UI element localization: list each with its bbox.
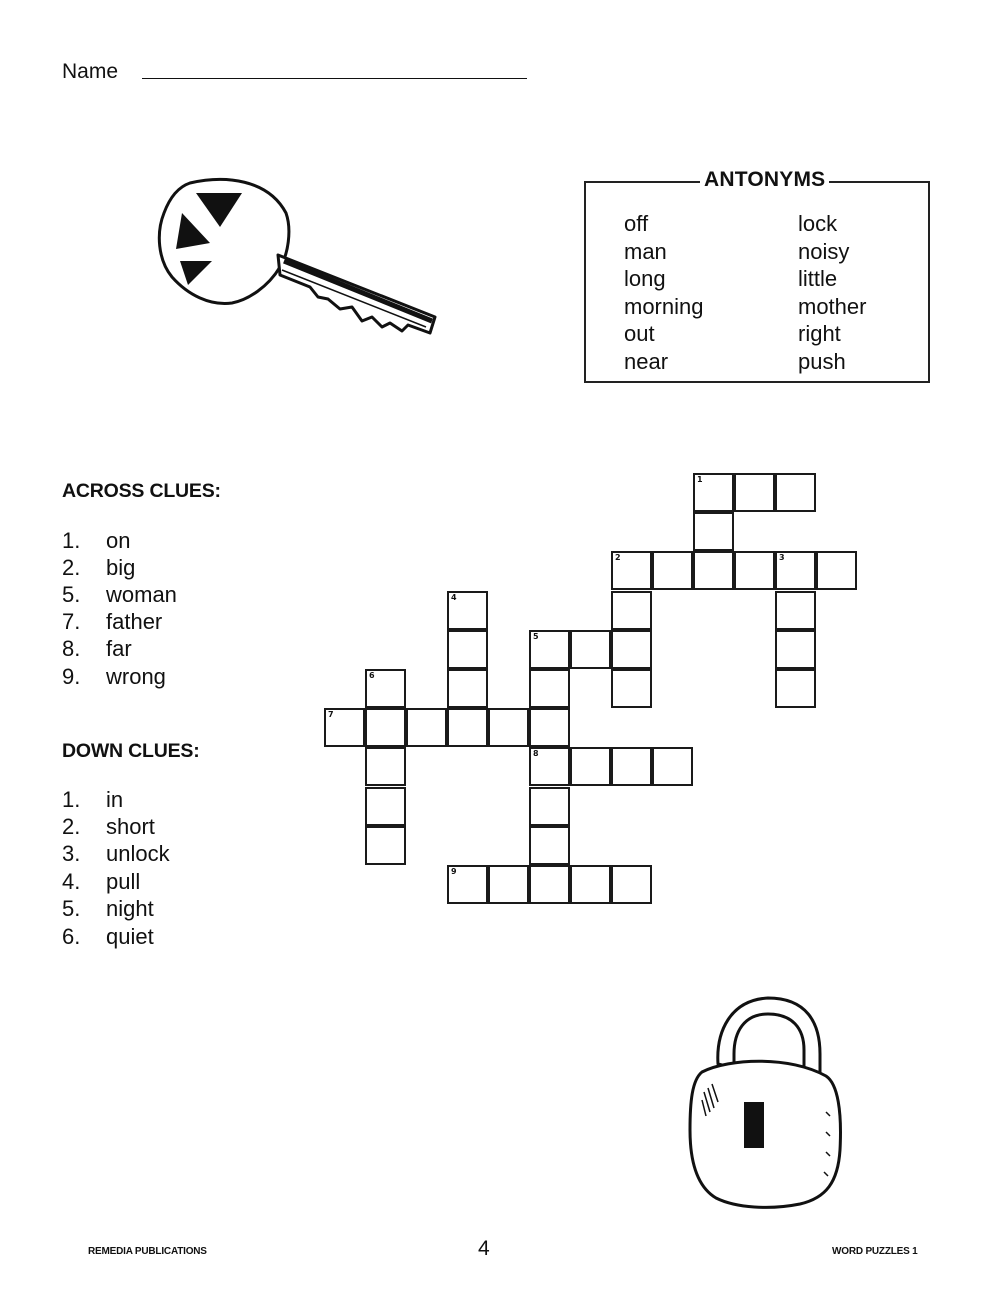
across-clues-heading: ACROSS CLUES: — [62, 480, 221, 502]
clue-word: night — [106, 896, 154, 921]
crossword-cell[interactable] — [816, 551, 857, 590]
crossword-cell[interactable] — [693, 551, 734, 590]
crossword-cell[interactable] — [652, 747, 693, 786]
clue-word: big — [106, 555, 136, 580]
footer-series: WORD PUZZLES 1 — [832, 1246, 918, 1257]
clue-number: 4. — [62, 869, 81, 894]
antonym-word: push — [798, 348, 846, 374]
crossword-cell-number: 8 — [533, 749, 539, 759]
antonym-word: little — [798, 266, 838, 292]
crossword-cell[interactable] — [775, 591, 816, 630]
antonyms-right-column — [798, 210, 866, 376]
crossword-cell[interactable] — [529, 865, 570, 904]
antonym-word: near — [624, 348, 669, 374]
crossword-cell[interactable] — [775, 473, 816, 512]
clue-word: father — [106, 609, 163, 634]
clue-word: unlock — [106, 841, 170, 866]
crossword-cell[interactable] — [775, 669, 816, 708]
clue-word: pull — [106, 869, 141, 894]
clue-word: far — [106, 636, 132, 661]
crossword-cell-number: 7 — [328, 710, 334, 720]
antonym-word: morning — [624, 293, 704, 319]
crossword-cell[interactable] — [611, 551, 652, 590]
crossword-cell-number: 1 — [697, 475, 703, 484]
crossword-cell[interactable] — [529, 669, 570, 708]
crossword-cell-number: 6 — [369, 671, 375, 680]
crossword-cell[interactable] — [570, 747, 611, 786]
clue-number: 9. — [62, 664, 81, 689]
clue-number: 3. — [62, 841, 81, 866]
crossword-cell[interactable] — [775, 551, 816, 590]
antonyms-title: ANTONYMS — [700, 168, 829, 192]
clue-word: woman — [106, 582, 177, 607]
name-blank-line — [142, 78, 527, 79]
clue-number: 1. — [62, 787, 81, 812]
antonym-word: long — [624, 266, 666, 292]
crossword-cell[interactable] — [529, 708, 570, 747]
crossword-cell[interactable] — [611, 630, 652, 669]
crossword-cell-number: 9 — [451, 867, 457, 876]
clue-number: 8. — [62, 636, 81, 661]
clue-number: 1. — [62, 528, 81, 553]
crossword-cell[interactable] — [447, 591, 488, 630]
crossword-cell[interactable] — [365, 787, 406, 826]
crossword-cell[interactable] — [365, 708, 406, 747]
crossword-cell[interactable] — [775, 630, 816, 669]
crossword-cell[interactable] — [693, 512, 734, 551]
crossword-cell[interactable] — [488, 865, 529, 904]
crossword-cell[interactable] — [529, 747, 570, 786]
crossword-cell[interactable] — [447, 708, 488, 747]
down-clues-list — [62, 787, 262, 957]
crossword-cell[interactable] — [611, 865, 652, 904]
crossword-cell[interactable] — [447, 630, 488, 669]
crossword-cell[interactable] — [611, 669, 652, 708]
crossword-cell[interactable] — [529, 826, 570, 865]
page-number: 4 — [478, 1237, 490, 1260]
crossword-cell[interactable] — [611, 591, 652, 630]
crossword-cell-number: 4 — [451, 592, 457, 602]
crossword-cell[interactable] — [734, 473, 775, 512]
clue-number: 6. — [62, 924, 81, 949]
name-label: Name — [62, 60, 119, 83]
crossword-cell-number: 2 — [615, 553, 621, 563]
crossword-cell[interactable] — [611, 747, 652, 786]
down-clues-heading: DOWN CLUES: — [62, 740, 200, 762]
clue-word: on — [106, 528, 131, 553]
clue-word: quiet — [106, 924, 154, 949]
antonym-word: lock — [798, 211, 838, 236]
clue-number: 2. — [62, 555, 81, 580]
crossword-cell[interactable] — [406, 708, 447, 747]
crossword-cell-number: 5 — [533, 631, 539, 641]
crossword-cell[interactable] — [447, 669, 488, 708]
clue-number: 7. — [62, 609, 81, 634]
crossword-cell-number: 3 — [779, 553, 785, 563]
clue-number: 2. — [62, 814, 81, 839]
crossword-cell[interactable] — [529, 630, 570, 669]
crossword-cell[interactable] — [734, 551, 775, 590]
crossword-cell[interactable] — [365, 747, 406, 786]
antonym-word: man — [624, 238, 667, 264]
clue-word: short — [106, 814, 155, 839]
crossword-cell[interactable] — [570, 630, 611, 669]
antonym-word: noisy — [798, 238, 850, 264]
crossword-cell[interactable] — [365, 826, 406, 865]
crossword-cell[interactable] — [570, 865, 611, 904]
crossword-cell[interactable] — [447, 865, 488, 904]
antonyms-left-column — [624, 210, 703, 376]
antonym-word: out — [624, 321, 655, 347]
key-icon — [150, 175, 440, 340]
clue-word: in — [106, 787, 124, 812]
padlock-icon — [680, 992, 850, 1212]
antonym-word: off — [624, 211, 649, 236]
across-clues-list — [62, 528, 262, 698]
crossword-cell[interactable] — [324, 708, 365, 747]
crossword-cell[interactable] — [529, 787, 570, 826]
clue-number: 5. — [62, 896, 81, 921]
footer-publisher: REMEDIA PUBLICATIONS — [88, 1246, 207, 1257]
crossword-cell[interactable] — [652, 551, 693, 590]
crossword-cell[interactable] — [365, 669, 406, 708]
antonym-word: right — [798, 321, 841, 347]
crossword-cell[interactable] — [488, 708, 529, 747]
antonym-word: mother — [798, 293, 867, 319]
crossword-cell[interactable] — [693, 473, 734, 512]
clue-number: 5. — [62, 582, 81, 607]
clue-word: wrong — [106, 664, 166, 689]
